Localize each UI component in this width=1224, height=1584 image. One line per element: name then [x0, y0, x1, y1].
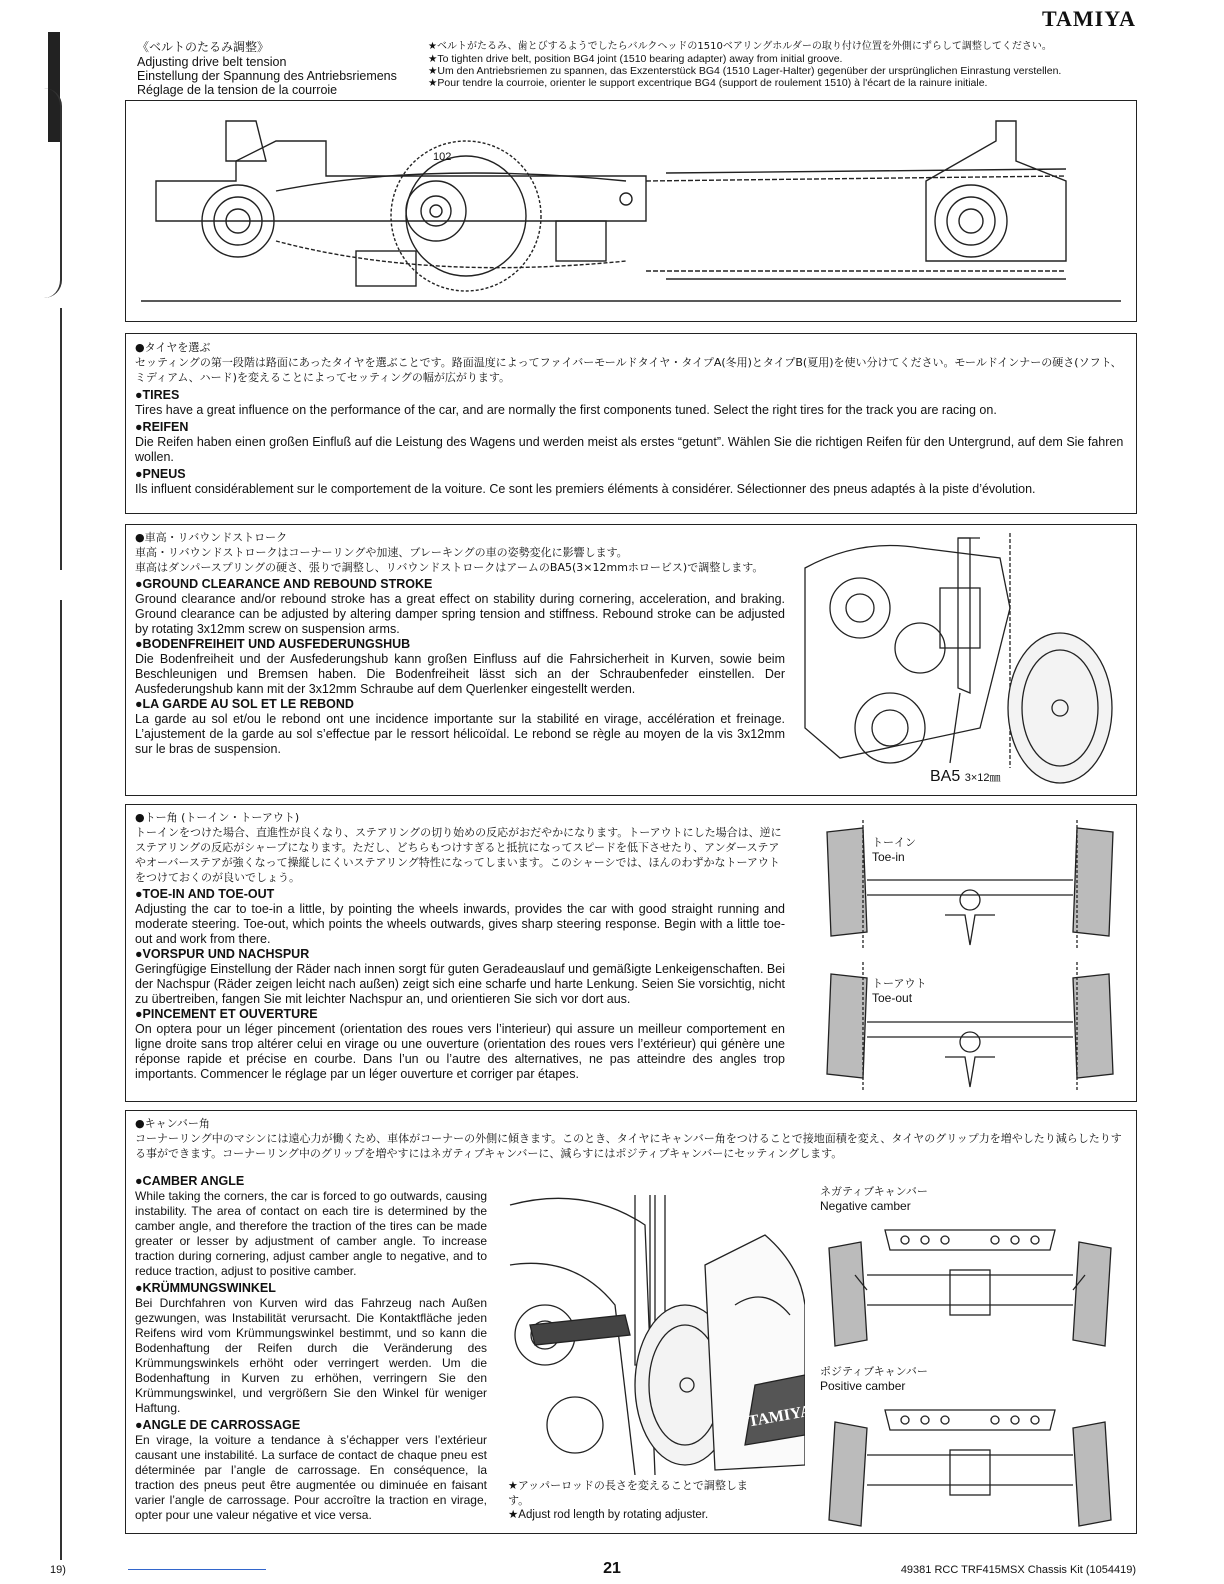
camber-fr-head: ●ANGLE DE CARROSSAGE: [135, 1418, 301, 1432]
kit-label: 49381 RCC TRF415MSX Chassis Kit (1054419): [900, 1564, 1136, 1576]
neg-camber-label: [820, 1184, 928, 1213]
belt-title-jp: 《ベルトのたるみ調整》: [137, 40, 270, 54]
pos-camber-label: [820, 1364, 928, 1393]
tires-fr-head: ●PNEUS: [135, 467, 186, 481]
ground-jp-body1: 車高・リバウンドストロークはコーナーリングや加速、ブレーキングの車の姿勢変化に影響します。: [135, 546, 628, 559]
ground-en-body: Ground clearance and/or rebound stroke has a great effect on stability during cornering, acceleration, and braking. Ground clearance can be adjusted by altering damper spring tension and stiffness. Rebound stroke can be adjusted by rotating 3x12mm screw on suspension arms.: [135, 592, 785, 636]
neg-camber-diagram: [815, 1220, 1125, 1350]
camber-jp-head: ●キャンバー角: [135, 1117, 210, 1130]
ground-illustration: [800, 528, 1130, 790]
toe-fr-body: On optera pour un léger pincement (orientation des roues vers l’interieur) qui assure un meilleur comportement en ligne droite sans trop altérer celui en virage ou une ouverture (orientation des roues vers l’extérieur) qui génère une réponse rapide et précise en courbe. Dans l’un ou l’autre des alternatives, ne pas atteindre des angles trop importants. Commencer le réglage par un léger ouverture et corriger par étapes.: [135, 1022, 785, 1081]
toe-en-head: ●TOE-IN AND TOE-OUT: [135, 887, 275, 901]
gear-label: 102: [433, 151, 452, 163]
belt-note-fr: ★Pour tendre la courroie, orienter le support excentrique BG4 (support de roulement 1510) à l'écart de la rainure initiale.: [428, 77, 988, 89]
camber-header: [135, 1116, 1127, 1161]
belt-title-de: Einstellung der Spannung des Antriebsriemens: [137, 69, 397, 83]
toe-de-head: ●VORSPUR UND NACHSPUR: [135, 947, 310, 961]
tires-en-body: Tires have a great influence on the performance of the car, and are normally the first components tuned. Select the right tires for the track you are racing on.: [135, 403, 997, 417]
edge-line-2: [60, 600, 62, 1560]
toe-in-diagram: [815, 820, 1125, 955]
camber-text: [135, 1174, 487, 1523]
camber-gauge-illustration: [505, 1185, 805, 1475]
belt-note: [428, 40, 1138, 89]
tires-jp-head: ●タイヤを選ぶ: [135, 341, 211, 354]
toe-en-body: Adjusting the car to toe-in a little, by pointing the wheels inwards, provides the car with good straight running and moderate steering. Toe-out, which points the wheels outwards, gives sharp steering response. Begin with a little toe-out and work from there.: [135, 902, 785, 946]
camber-jp-body: コーナーリング中のマシンには遠心力が働くため、車体がコーナーの外側に傾きます。このとき、タイヤにキャンバー角をつけることで接地面積を変え、タイヤのグリップ力を増やしたり減らしたりする事ができます。コーナーリング中のグリップを増やすにはネガティブキャンバーに、減らすにはポジティブキャンバーにセッティングします。: [135, 1132, 1122, 1160]
ground-jp-body2: 車高はダンパースプリングの硬さ、張りで調整し、リバウンドストロークはアームのBA5(3×12mmホロービス)で調整します。: [135, 561, 764, 574]
belt-title-fr: Réglage de la tension de la courroie: [137, 83, 338, 97]
pos-camber-jp: ポジティブキャンバー: [820, 1365, 928, 1378]
pos-camber-diagram: [815, 1400, 1125, 1530]
rod-note-en: ★Adjust rod length by rotating adjuster.: [508, 1509, 709, 1521]
pos-camber-en: Positive camber: [820, 1379, 906, 1393]
camber-de-body: Bei Durchfahren von Kurven wird das Fahrzeug nach Außen gezwungen, was Instabilität verursacht. Die Kontaktfläche jeden Reifens wird vom Krümmungswinkel bestimmt, und so kann die Bodenhaftung der Reifen durch die Veränderung des Krümmungswinkels erhöht oder verringert werden. Um die Bodenhaftung in Kurven zu erhöhen, verringern Sie den Krümmungswinkel, und vergrößern Sie den Winkel für weniger Haftung.: [135, 1296, 487, 1415]
belt-note-en: ★To tighten drive belt, position BG4 joint (1510 bearing adapter) away from initial groove.: [428, 53, 843, 65]
brand-logo: TAMIYA: [1041, 6, 1136, 31]
tires-de-body: Die Reifen haben einen großen Einfluß auf die Leistung des Wagens und werden meist als erstes “getunt”. Wählen Sie die richtigen Reifen für den Untergrund, auf dem Sie fahren wollen.: [135, 435, 1124, 464]
toe-out-jp: トーアウト: [872, 977, 927, 990]
toe-out-en: Toe-out: [872, 991, 913, 1005]
ground-en-head: ●GROUND CLEARANCE AND REBOUND STROKE: [135, 577, 433, 591]
camber-de-head: ●KRÜMMUNGSWINKEL: [135, 1281, 276, 1295]
toe-in-en: Toe-in: [872, 850, 905, 864]
toe-in-jp: トーイン: [872, 836, 916, 849]
belt-diagram: [126, 101, 1136, 321]
rod-note-jp: ★アッパーロッドの長さを変えることで調整します。: [508, 1479, 748, 1507]
belt-title: [137, 40, 397, 97]
ground-de-body: Die Bodenfreiheit und der Ausfederungshub kann großen Einfluss auf die Fahrsicherheit in Kurven, sowie beim Beschleunigen und Bremsen haben. Die Bodenfreiheit lässt sich an der Schraubenfeder einstellen. Der Ausfederungshub kann mit der 3x12mm Schraube auf dem Querlenker eingestellt werden.: [135, 652, 785, 696]
gauge-logo: TAMIYA: [746, 1402, 813, 1431]
neg-camber-en: Negative camber: [820, 1199, 911, 1213]
camber-fr-body: En virage, la voiture a tendance à s’échapper vers l’extérieur causant une instabilité. La surface de contact de chaque pneu est déterminée par l’angle de carrossage. En conséquence, la traction des pneus peut être augmentée ou diminuée en faisant varier l’angle de carrossage. Pour accroître la traction en virage, opter pour une valeur négative et vice versa.: [135, 1433, 487, 1522]
toe-fr-head: ●PINCEMENT ET OUVERTURE: [135, 1007, 318, 1021]
ground-part-label: [930, 770, 1000, 785]
ground-section: [135, 530, 785, 757]
tires-fr-body: Ils influent considérablement sur le comportement de la voiture. Ce sont les premiers éléments à considérer. Sélectionner des pneus adaptés à la piste d’évolution.: [135, 482, 1036, 496]
toe-in-label: [872, 835, 916, 864]
tires-section: [135, 340, 1127, 497]
footer-link-line: [128, 1569, 266, 1570]
camber-en-head: ●CAMBER ANGLE: [135, 1174, 245, 1188]
toe-out-label: [872, 976, 926, 1005]
ground-fr-head: ●LA GARDE AU SOL ET LE REBOND: [135, 697, 354, 711]
tires-en-head: ●TIRES: [135, 388, 180, 402]
belt-note-jp: ★ベルトがたるみ、歯とびするようでしたらバルクヘッドの1510ベアリングホルダーの取り付け位置を外側にずらして調整してください。: [428, 41, 1052, 52]
toe-section: [135, 810, 785, 1082]
ground-fr-body: La garde au sol et/ou le rebond ont une incidence importante sur la stabilité en virage, accélération et freinage. L’ajustement de la garde au sol s’effectue par le ressort hélicoïdal. Le rebond se règle au moyen de la vis 3x12mm sur le bras de suspension.: [135, 712, 785, 756]
ground-de-head: ●BODENFREIHEIT UND AUSFEDERUNGSHUB: [135, 637, 411, 651]
page-number: 21: [603, 1560, 621, 1577]
camber-en-body: While taking the corners, the car is forced to go outwards, causing instability. The area of contact on each tire is determined by the camber angle, and therefore the traction of the tires can be made greater or lesser by adjustment of camber angle. To increase traction during cornering, adjust camber angle to negative, and to reduce traction, adjust to positive camber.: [135, 1189, 487, 1278]
edge-page: 19): [50, 1564, 66, 1576]
ground-jp-head: ●車高・リバウンドストローク: [135, 531, 288, 544]
part-size: 3×12㎜: [964, 772, 1001, 784]
edge-bracket: [30, 88, 62, 298]
toe-jp-body: トーインをつけた場合、直進性が良くなり、ステアリングの切り始めの反応がおだやかになります。トーアウトにした場合は、逆にステアリングの反応がシャープになります。ただし、どちらもつけすぎると抵抗になってスピードを低下させたり、アンダーステアやオーバーステアが強くなって操縦しにくいステアリング特性になってしまいます。このシャーシでは、ほんのわずかなトーアウトをつけておくのが良いでしょう。: [135, 826, 782, 884]
belt-note-de: ★Um den Antriebsriemen zu spannen, das Exzenterstück BG4 (1510 Lager-Halter) gegenüber der ursprünglichen Einrastung verstellen.: [428, 65, 1062, 77]
neg-camber-jp: ネガティブキャンバー: [820, 1185, 928, 1198]
tires-de-head: ●REIFEN: [135, 420, 189, 434]
toe-out-diagram: [815, 962, 1125, 1097]
belt-title-en: Adjusting drive belt tension: [137, 55, 287, 69]
tires-jp-body: セッティングの第一段階は路面にあったタイヤを選ぶことです。路面温度によってファイバーモールドタイヤ・タイプA(冬用)とタイプB(夏用)を使い分けてください。モールドインナーの硬さ(ソフト、ミディアム、ハード)を変えることによってセッティングの幅が広がります。: [135, 356, 1122, 384]
toe-jp-head: ●トー角 (トーイン・トーアウト): [135, 811, 300, 824]
part-ba5: BA5: [930, 768, 961, 785]
rod-note: [508, 1478, 748, 1522]
toe-de-body: Geringfügige Einstellung der Räder nach innen sorgt für guten Geradeauslauf und gemäßigte Lenkeigenschaften. Bei der Nachspur (Räder zeigen leicht nach außen) zeigt sich eine scharfe und harte Lenkung. Seien Sie vorsichtig, nicht zu übertreiben, fangen Sie mit leichter Nachspur an, und orientieren Sie sich vor dort aus.: [135, 962, 785, 1006]
edge-line: [60, 308, 62, 570]
